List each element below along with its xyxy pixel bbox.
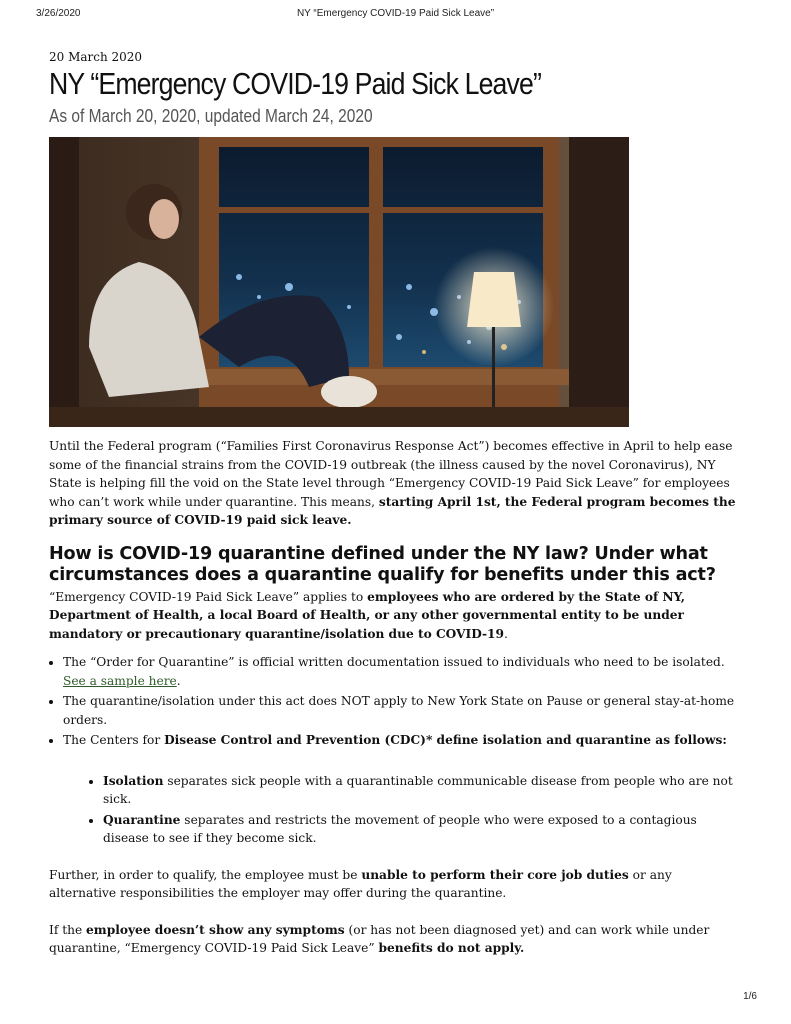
list-item-cdc	[63, 731, 739, 750]
applies-bold: employees who are ordered by the State of NY, Department of Health, a local Board of Health, or any other governmental entity to be under mandatory or precautionary quarantine/isolation due to COVID-19	[49, 589, 685, 641]
print-date: 3/26/2020	[36, 8, 81, 19]
intro-paragraph	[49, 437, 739, 530]
page-title: NY “Emergency COVID-19 Paid Sick Leave”	[49, 66, 541, 101]
quarantine-text: separates and restricts the movement of people who were exposed to a contagious disease to see if they become sick.	[103, 812, 697, 845]
section-heading: How is COVID-19 quarantine defined under the NY law? Under what circumstances does a quarantine qualify for benefits under this act?	[49, 543, 716, 585]
further-paragraph	[49, 866, 739, 903]
isolation-term: Isolation	[103, 773, 164, 788]
criteria-list	[49, 653, 739, 750]
symptoms-lead: If the	[49, 922, 87, 937]
symptoms-bold-2: benefits do not apply.	[378, 941, 525, 955]
page-subtitle: As of March 20, 2020, updated March 24, 2020	[49, 106, 373, 126]
sample-link[interactable]: See a sample here	[63, 673, 177, 688]
woman-at-window-photo	[49, 137, 629, 427]
applies-lead: “Emergency COVID-19 Paid Sick Leave” applies to	[49, 589, 368, 604]
list-item-pause: • The quarantine/isolation under this act does NOT apply to New York State on Pause or general stay-at-home orders.	[63, 692, 739, 729]
further-end: or any alternative responsibilities the employer may offer during the quarantine.	[49, 867, 672, 900]
order-end: .	[176, 673, 181, 688]
list-item-order	[63, 653, 739, 690]
print-title: NY “Emergency COVID-19 Paid Sick Leave”	[296, 8, 495, 19]
intro-bold: starting April 1st, the Federal program becomes the primary source of COVID-19 paid sick leave.	[49, 494, 736, 527]
isolation-text: separates sick people with a quarantinable communicable disease from people who are not sick.	[103, 773, 733, 806]
print-header	[0, 0, 791, 20]
further-bold: unable to perform their core job duties	[361, 867, 629, 882]
page-number: 1/6	[743, 991, 757, 1002]
order-text: The “Order for Quarantine” is official written documentation issued to individuals who need to be isolated.	[63, 655, 725, 669]
symptoms-bold-1: employee doesn’t show any symptoms	[86, 922, 345, 937]
intro-text: Until the Federal program (“Families First Coronavirus Response Act”) becomes effective in April to help ease some of the financial strains from the COVID-19 outbreak (the illness caused by the novel Coronavirus), NY State is helping fill the void on the State level through “Emergency COVID-19 Paid Sick Leave” for employees who can’t work while under quarantine. This means,	[49, 439, 733, 509]
article	[49, 50, 739, 958]
quarantine-term: Quarantine	[103, 812, 181, 827]
cdc-lead: The Centers for	[63, 733, 165, 747]
list-item-quarantine	[103, 811, 739, 848]
symptoms-paragraph	[49, 921, 739, 958]
definitions-list	[49, 772, 739, 848]
cdc-bold: Disease Control and Prevention (CDC)* define isolation and quarantine as follows:	[164, 733, 727, 747]
applies-end: .	[504, 626, 508, 641]
hero-image	[49, 137, 629, 427]
post-date: 20 March 2020	[49, 50, 143, 64]
further-lead: Further, in order to qualify, the employee must be	[49, 867, 362, 882]
applies-paragraph	[49, 588, 739, 644]
symptoms-mid: (or has not been diagnosed yet) and can work while under quarantine, “Emergency COVID-19 Paid Sick Leave”	[49, 922, 710, 955]
list-item-isolation	[103, 772, 739, 809]
